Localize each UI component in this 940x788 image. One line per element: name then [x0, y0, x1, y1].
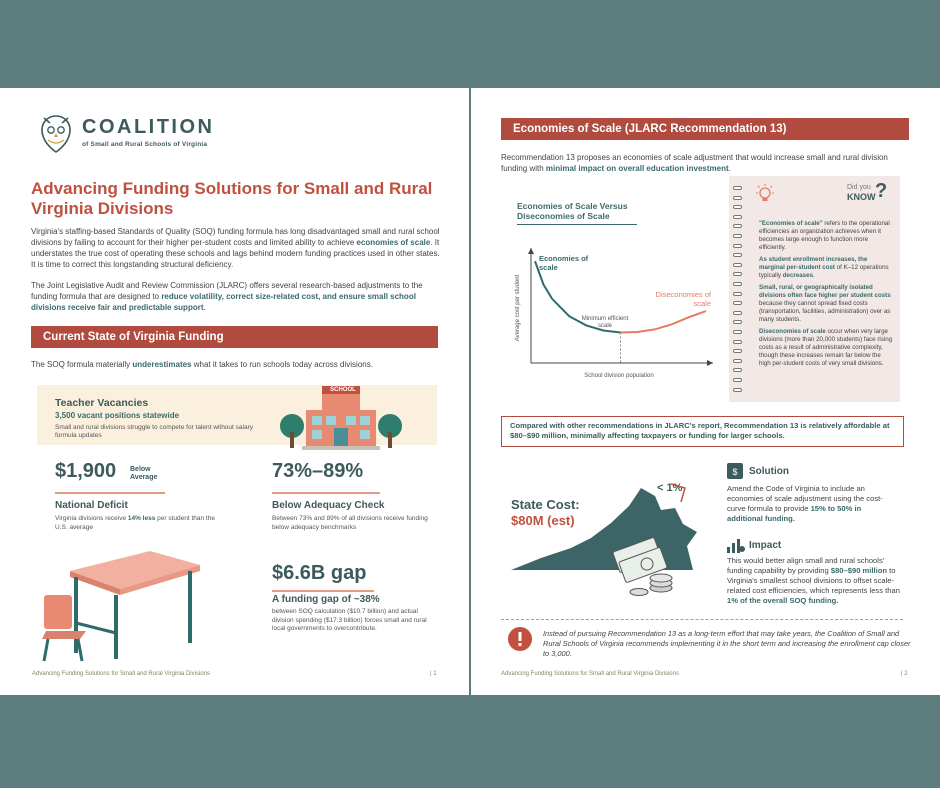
deficit-description: Virginia divisions receive 14% less per student than the U.S. average — [55, 515, 215, 531]
page-1 — [0, 88, 469, 695]
did-you-know-panel — [729, 176, 900, 402]
chart-x-label: School division population — [584, 373, 654, 379]
state-cost-value: $80M (est) — [511, 513, 575, 528]
dyk-item: Diseconomies of scale occur when very large divisions (more than 20,000 students) face rising costs as a result of administrative complexity, though these increases remain far below the high per-student costs of very small divisions. — [759, 328, 893, 367]
logo-subtitle: of Small and Rural Schools of Virginia — [82, 141, 208, 148]
page-2-footer: Advancing Funding Solutions for Small and Rural Virginia Divisions — [501, 671, 679, 677]
state-cost-percent: < 1% — [657, 482, 683, 494]
binding-ring — [733, 244, 742, 248]
adequacy-title: Below Adequacy Check — [272, 500, 385, 511]
binding-ring — [733, 272, 742, 276]
money-stack-icon — [611, 536, 681, 600]
binding-ring — [733, 196, 742, 200]
jlarc-paragraph: The Joint Legislative Audit and Review Commission (JLARC) offers several research-based adjustments to the funding formula that are designed to reduce volatility, correct size-related cost, and ensure small school divisions receive fair and predictable support. — [31, 281, 423, 312]
solution-title: Solution — [749, 466, 789, 477]
gap-title: A funding gap of ~38% — [272, 594, 380, 605]
binding-ring — [733, 340, 742, 344]
deficit-tag: Below Average — [130, 466, 158, 481]
question-mark-icon: ? — [875, 180, 888, 202]
vacancies-count: 3,500 vacant positions statewide — [55, 411, 180, 420]
binding-ring — [733, 320, 742, 324]
lightbulb-icon — [755, 184, 775, 206]
diseconomies-annotation: Diseconomies of scale — [655, 290, 711, 308]
series-diseconomies-line — [621, 311, 707, 332]
binding-ring — [733, 368, 742, 372]
chart-title: Economies of Scale Versus Diseconomies of Scale — [517, 201, 628, 221]
svg-text:$: $ — [732, 467, 738, 477]
chart-title-rule — [517, 224, 637, 225]
adequacy-rule — [272, 492, 380, 494]
dyk-items — [759, 220, 894, 372]
owl-crest-icon — [36, 110, 76, 156]
binding-ring — [733, 205, 742, 209]
school-building-icon — [276, 384, 406, 454]
min-efficient-annotation: Minimum efficient scale — [581, 316, 629, 329]
deficit-title: National Deficit — [55, 500, 128, 511]
chart-y-label: Average cost per student — [515, 274, 521, 342]
binding-ring — [733, 292, 742, 296]
adequacy-value: 73%–89% — [272, 460, 364, 482]
binding-ring — [733, 388, 742, 392]
binding-ring — [733, 311, 742, 315]
state-cost-label: State Cost: — [511, 497, 580, 512]
intro-paragraph: Virginia's staffing-based Standards of Quality (SOQ) funding formula has long disadvantaged small and rural school divisions by failing to account for their higher per-student costs and limited ability to achieve economies of scale. It understates the true cost of operating these schools and lags behind modern funding practices used in other states. It is time to correct this longstanding structural deficiency. — [31, 227, 440, 269]
rec13-paragraph: Recommendation 13 proposes an economies of scale adjustment that would increase small and rural division funding with minimal impact on overall education investment. — [501, 153, 888, 173]
note-divider — [501, 619, 903, 620]
adequacy-description: Between 73% and 89% of all divisions receive funding below adequacy benchmarks — [272, 515, 428, 531]
page-2 — [471, 88, 940, 695]
school-desk-icon — [40, 543, 210, 663]
economies-chart — [501, 238, 721, 383]
binding-ring — [733, 215, 742, 219]
binding-ring — [733, 359, 742, 363]
logo-wordmark: COALITION — [82, 116, 215, 138]
recommendation-note: Instead of pursuing Recommendation 13 as a long-term effort that may take years, the Coalition of Small and Rural Schools of Virginia recommends implementing it in the short term and increasing the enrollment cap closer to 3,000. — [543, 629, 911, 658]
page-2-number: | 2 — [901, 671, 908, 677]
deficit-value: $1,900 — [55, 460, 117, 482]
dyk-item: Small, rural, or geographically isolated divisions often face higher per student costs because they cannot spread fixed costs (transportation, facilities, administration) over as many students. — [759, 284, 891, 323]
binding-ring — [733, 224, 742, 228]
gap-description: between SOQ calculation ($10.7 billion) and actual division spending ($17.3 billion) forces small and rural local governments to overcontribute. — [272, 608, 427, 632]
gap-rule — [272, 590, 374, 592]
school-sign: SCHOOL — [330, 387, 356, 393]
binding-ring — [733, 253, 742, 257]
binding-ring — [733, 263, 742, 267]
page-1-number: | 1 — [430, 671, 437, 677]
coalition-logo — [36, 110, 236, 156]
binding-ring — [733, 378, 742, 382]
solution-icon — [727, 463, 743, 479]
binding-ring — [733, 349, 742, 353]
dyk-label-1: Did you — [847, 184, 871, 191]
binding-ring — [733, 282, 742, 286]
impact-chart-icon — [727, 537, 745, 553]
dyk-item: As student enrollment increases, the marginal per-student cost of K–12 operations typically decreases. — [759, 256, 889, 279]
page-1-footer: Advancing Funding Solutions for Small and Rural Virginia Divisions — [32, 671, 210, 677]
comparison-box: Compared with other recommendations in JLARC's report, Recommendation 13 is relatively affordable at $80–$90 million, minimally affecting taxpayers or funding for larger schools. — [501, 416, 904, 447]
y-axis-arrow-icon — [528, 248, 534, 254]
impact-title: Impact — [749, 540, 782, 551]
deficit-rule — [55, 492, 165, 494]
section-banner-economies: Economies of Scale (JLARC Recommendation 13) — [501, 118, 909, 140]
page-title: Advancing Funding Solutions for Small and Rural Virginia Divisions — [31, 179, 433, 218]
economies-annotation: Economies of scale — [539, 254, 589, 272]
soq-paragraph: The SOQ formula materially underestimates what it takes to run schools today across divisions. — [31, 360, 373, 369]
vacancies-description: Small and rural divisions struggle to compete for talent without salary formula updates — [55, 424, 253, 439]
gap-value: $6.6B gap — [272, 562, 367, 584]
impact-text: This would better align small and rural schools' funding capability by providing $80–$90 million to Virginia's smallest school divisions to offset scale-related cost efficiencies, which represents less than 1% of the overall SOQ funding. — [727, 556, 900, 605]
binding-ring — [733, 234, 742, 238]
alert-icon — [507, 626, 533, 652]
vacancies-title: Teacher Vacancies — [55, 397, 149, 409]
section-banner-current-state: Current State of Virginia Funding — [31, 326, 438, 348]
binding-ring — [733, 186, 742, 190]
x-axis-arrow-icon — [707, 360, 713, 366]
dyk-label-2: KNOW — [847, 192, 876, 202]
binding-ring — [733, 330, 742, 334]
solution-text: Amend the Code of Virginia to include an economies of scale adjustment using the cost-curve formula to provide 15% to 50% in additional funding. — [727, 484, 883, 523]
binding-ring — [733, 301, 742, 305]
dyk-item: "Economies of scale" refers to the operational efficiencies an organization achieves when it becomes large enough to function more efficiently. — [759, 220, 890, 251]
